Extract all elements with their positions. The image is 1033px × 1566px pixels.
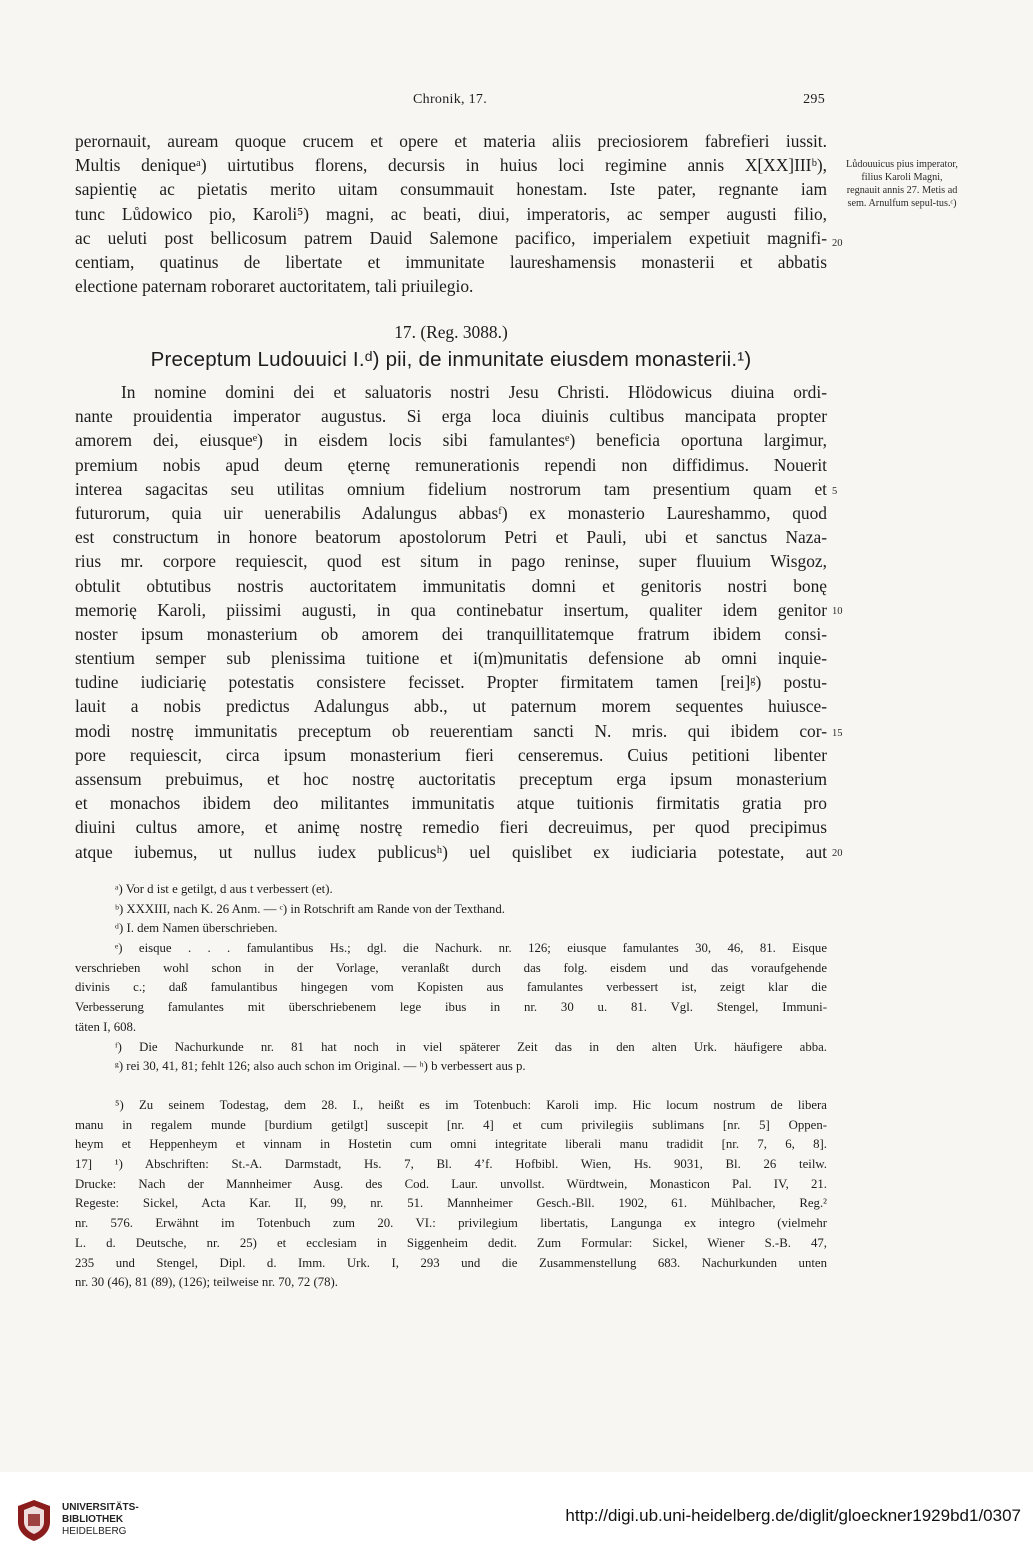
text-line: modi nostrę immunitatis preceptum ob reuerentiam sancti N. mris. qui ibidem cor- [75,720,827,741]
commentary-line: heym et Heppenheym et vinnam in Hostetin cum omni integritate liberali manu tradidit [nr. 7, 6, 8]. [75,1137,827,1152]
line-number: 20 [832,848,843,859]
footnote-line: ᵇ) XXXIII, nach K. 26 Anm. — ᶜ) in Rotschrift am Rande von der Texthand. [115,901,505,916]
footnote-line: divinis c.; daß famulantibus hingegen vom Kopisten aus famulantes verbessert ist, zeigt klar die [75,980,827,995]
library-name [62,1502,139,1538]
critical-apparatus [75,880,827,1077]
text-line: assensum prebuimus, et hoc nostrę auctoritatis preceptum erga ipsum monasterium [75,769,827,789]
text-line: electione paternam roboraret auctoritatem, tali priuilegio. [75,276,474,297]
intro-paragraph [75,129,827,298]
document-number: 17. (Reg. 3088.) [394,322,508,342]
commentary-line: nr. 30 (46), 81 (89), (126); teilweise nr. 70, 72 (78). [75,1275,338,1290]
footnote-line: verschrieben wohl schon in der Vorlage, veranlaßt durch das folg. eisdem und das voraufgehende [75,960,827,975]
library-name-line: BIBLIOTHEK [62,1514,124,1525]
commentary-line: nr. 576. Erwähnt im Totenbuch zum 20. VI.: privilegium libertatis, Langunga ex integro (vielmehr [75,1216,827,1231]
text-line: pore requiescit, circa ipsum monasterium fieri censeremus. Cuius petitioni libenter [75,744,827,765]
text-line: atque iubemus, ut nullus iudex publicusʰ) uel quislibet ex iudiciaria potestate, aut [75,841,827,862]
text-line: amorem dei, eiusqueᵉ) in eisdem locis sibi famulantesᵉ) beneficia oportuna largimur, [75,430,827,451]
running-head-title: Chronik, 17. [413,92,487,107]
footnote-line: ᵃ) Vor d ist e getilgt, d aus t verbessert (et). [115,882,333,896]
text-line: perornauit, auream quoque crucem et opere et materia aliis preciosiorem fabrefieri iussit. [75,131,827,151]
historical-commentary [75,1096,827,1293]
text-line: stentium semper sub plenissima tuitione et i(m)munitatis defensione ab omni inquie- [75,648,827,669]
text-line: Multis deniqueᵃ) uirtutibus florens, decursis in huius loci regimine annis X[XX]IIIᵇ), [75,155,827,176]
text-line: premium nobis apud deum ęternę remunerationis rependi non diffidimus. Nouerit [75,454,827,475]
text-line: centiam, quatinus de libertate et immunitate laureshamensis monasterii et abbatis [75,251,827,272]
footnote-line: ᵉ) eisque . . . famulantibus Hs.; dgl. die Nachurk. nr. 126; eiusque famulantes 30, 46, 81. Eisque [115,941,827,956]
commentary-line: L. d. Deutsche, nr. 25) et ecclesiam in Siggenheim dedit. Zum Formular: Sickel, Wiener S.-B. 47, [75,1235,827,1250]
commentary-line: manu in regalem munde [burdium getilgt] suscepit [nr. 4] et cum privilegiis sublimans [nr. 5] Oppen- [75,1117,827,1132]
footnote-line: ᵍ) rei 30, 41, 81; fehlt 126; also auch schon im Original. — ʰ) b verbessert aus p. [115,1059,526,1074]
running-head [75,92,825,112]
text-line: lauit a nobis predictus Adalungus abb., ut paternum morem sequentes huiusce- [75,696,827,717]
page-number: 295 [803,92,825,107]
text-line: diuini cultus amore, et animę nostrę remedio fieri decreuimus, per quod precipimus [75,817,827,838]
library-name-line: HEIDELBERG [62,1526,127,1537]
footnote-line: täten I, 608. [75,1019,137,1034]
margin-note: Lůdouuicus pius imperator, filius Karoli Magni, regnauit annis 27. Metis ad sem. Arnulfum sepul-tus.ᶜ) [846,159,958,209]
library-name-line: UNIVERSITÄTS- [62,1502,139,1513]
text-line: noster ipsum monasterium ob amorem dei tranquillitatemque fratrum ibidem consi- [75,623,827,644]
commentary-line: 17] ¹) Abschriften: St.-A. Darmstadt, Hs. 7, Bl. 4’f. Hofbibl. Wien, Hs. 9031, Bl. 26 teilw. [75,1157,827,1172]
footnote-line: ᵈ) I. dem Namen überschrieben. [115,921,278,936]
text-line: tudine iudiciarię potestatis consistere fecisset. Propter firmitatem tamen [rei]ᵍ) postu- [75,672,827,693]
text-line: futurorum, quia uir uenerabilis Adalungus abbasᶠ) ex monasterio Laureshammo, quod [75,502,827,523]
text-line: nante prouidentia imperator augustus. Si erga loca diuinis cultibus mancipata propter [75,406,827,427]
text-line: sapientię ac pietatis merito uitam consummauit honestam. Iste pater, regnante iam [75,179,827,200]
text-line: est constructum in honore beatorum apostolorum Petri et Pauli, ubi et sanctus Naza- [75,527,827,548]
text-line: interea sagacitas seu utilitas omnium fidelium nostrorum tam presentium quam et [75,478,827,499]
text-line: rius mr. corpore requiescit, quod est situm in pago reninse, super fluuium Wisgoz, [75,551,827,572]
line-number: 20 [832,238,843,249]
footnote-line: ᶠ) Die Nachurkunde nr. 81 hat noch in viel späterer Zeit das in den alten Urk. häufigere abba. [115,1039,827,1054]
charter-text [75,380,827,864]
line-number: 15 [832,728,843,739]
commentary-line: 235 und Stengel, Dipl. d. Imm. Urk. I, 293 und die Zusammenstellung 683. Nachurkunden unten [75,1255,827,1270]
text-line: et monachos ibidem deo militantes immunitatis atque tuitionis firmitatis gratia pro [75,793,827,814]
text-line: ac ueluti post bellicosum patrem Dauid Salemone pacifico, imperialem expetiuit magnifi- [75,227,827,248]
digitization-footer [0,1472,1033,1566]
text-line: memorię Karoli, piissimi augusti, in qua continebatur insertum, qualiter idem genitor [75,599,827,620]
text-line: In nomine domini dei et saluatoris nostri Jesu Christi. Hlödowicus diuina ordi- [121,382,827,402]
line-number: 10 [832,606,843,617]
commentary-line: Regeste: Sickel, Acta Kar. II, 99, nr. 51. Mannheimer Gesch.-Bll. 1902, 61. Mühlbacher, Reg.² [75,1196,827,1211]
line-number: 5 [832,486,838,497]
commentary-line: ⁵) Zu seinem Todestag, dem 28. I., heißt es im Totenbuch: Karoli imp. Hic locum nostrum de libera [115,1098,827,1112]
footnote-line: Verbesserung famulantes mit überschriebenem lege ibus in nr. 30 u. 81. Vgl. Stengel, Immuni- [75,1000,827,1015]
text-line: obtulit obtutibus nostris auctoritatem immunitatis domni et genitoris nostri bonę [75,575,827,596]
commentary-line: Drucke: Nach der Mannheimer Ausg. des Cod. Laur. unvollst. Würdtwein, Monasticon Pal. IV, 21. [75,1176,827,1191]
document-title: Preceptum Ludouuici I.ᵈ) pii, de inmunitate eiusdem monasterii.¹) [150,348,752,371]
permalink[interactable]: http://digi.ub.uni-heidelberg.de/diglit/gloeckner1929bd1/0307 [565,1506,1021,1525]
university-seal-icon [14,1498,54,1542]
text-line: tunc Lůdowico pio, Karoli⁵) magni, ac beati, diui, imperatoris, ac semper augusti filio, [75,203,827,224]
